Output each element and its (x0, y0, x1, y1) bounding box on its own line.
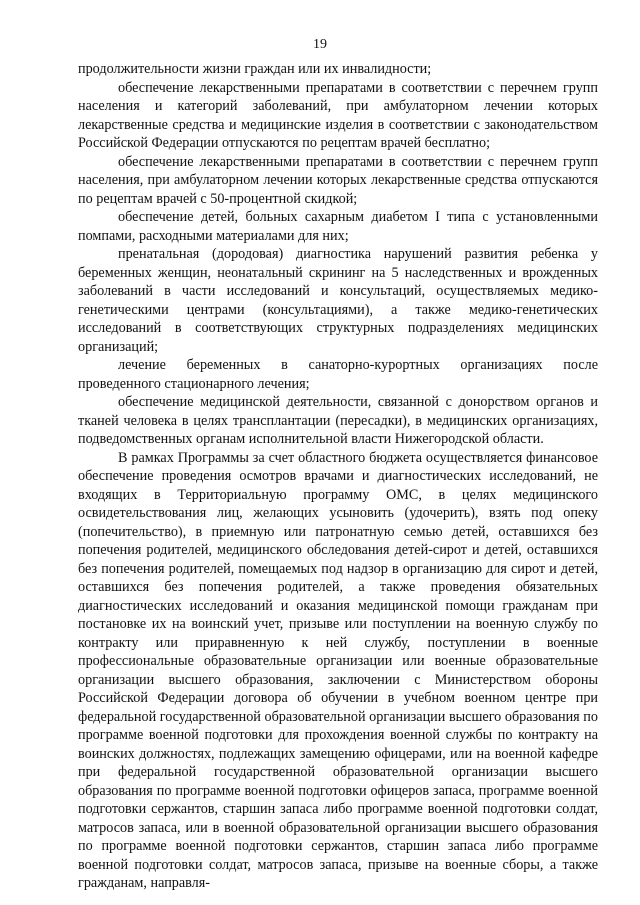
document-body (78, 60, 598, 893)
paragraph-3: обеспечение лекарственными препаратами в соответствии с перечнем групп населения, при амбулаторном лечении которых лекарственные средства отпускаются по рецептам врачей с 50-процентной скидкой; (78, 153, 598, 207)
paragraph-2: обеспечение лекарственными препаратами в соответствии с перечнем групп населения и категорий заболеваний, при амбулаторном лечении которых лекарственные средства и медицинские изделия в соответствии с законодательством Российской Федерации отпускаются по рецептам врачей бесплатно; (78, 79, 598, 151)
paragraph-6: лечение беременных в санаторно-курортных организациях после проведенного стационарного лечения; (78, 357, 598, 392)
paragraph-7: обеспечение медицинской деятельности, связанной с донорством органов и тканей человека в целях трансплантации (пересадки), в медицинских организациях, подведомственных органам исполнительной власти Нижегородской области. (78, 394, 598, 447)
paragraph-5: пренатальная (дородовая) диагностика нарушений развития ребенка у беременных женщин, неонатальный скрининг на 5 наследственных и врожденных заболеваний в части исследований и консультаций, осуществляемых медико-генетическими центрами (консультациями), а также медико-генетических исследований в соответствующих структурных подразделениях медицинских организаций; (78, 246, 598, 355)
page-number: 19 (313, 37, 327, 52)
paragraph-8: В рамках Программы за счет областного бюджета осуществляется финансовое обеспечение проведения осмотров врачами и диагностических исследований, не входящих в Территориальную программу ОМС, в целях медицинского освидетельствования лиц, желающих усыновить (удочерить), взять под опеку (попечительство), в приемную или патронатную семью детей, оставшихся без попечения родителей, медицинского обследования детей-сирот и детей, оставшихся без попечения родителей, помещаемых под надзор в организацию для сирот и детей, оставшихся без попечения родителей, а также проведения обязательных диагностических исследований и оказания медицинской помощи гражданам при постановке их на воинский учет, призыве или поступлении на военную службу по контракту или приравненную к ней службу, поступлении в военные профессиональные образовательные организации или военные образовательные организации высшего образования, заключении с Министерством обороны Российской Федерации договора об обучении в учебном военном центре при федеральной государственной образовательной организации высшего образования по программе военной подготовки для прохождения военной службы по контракту на воинских должностях, подлежащих замещению офицерами, или на военной кафедре при федеральной государственной образовательной организации высшего образования по программе военной подготовки офицеров запаса, программе военной подготовки сержантов, старшин запаса либо программе военной подготовки солдат, матросов запаса, или в военной образовательной организации высшего образования по программе военной подготовки сержантов, старшин запаса либо программе военной подготовки солдат, матросов запаса, призыве на военные сборы, а также гражданам, направля- (78, 449, 598, 891)
paragraph-4: обеспечение детей, больных сахарным диабетом I типа с установленными помпами, расходными материалами для них; (78, 209, 598, 244)
paragraph-1: продолжительности жизни граждан или их инвалидности; (78, 61, 432, 77)
